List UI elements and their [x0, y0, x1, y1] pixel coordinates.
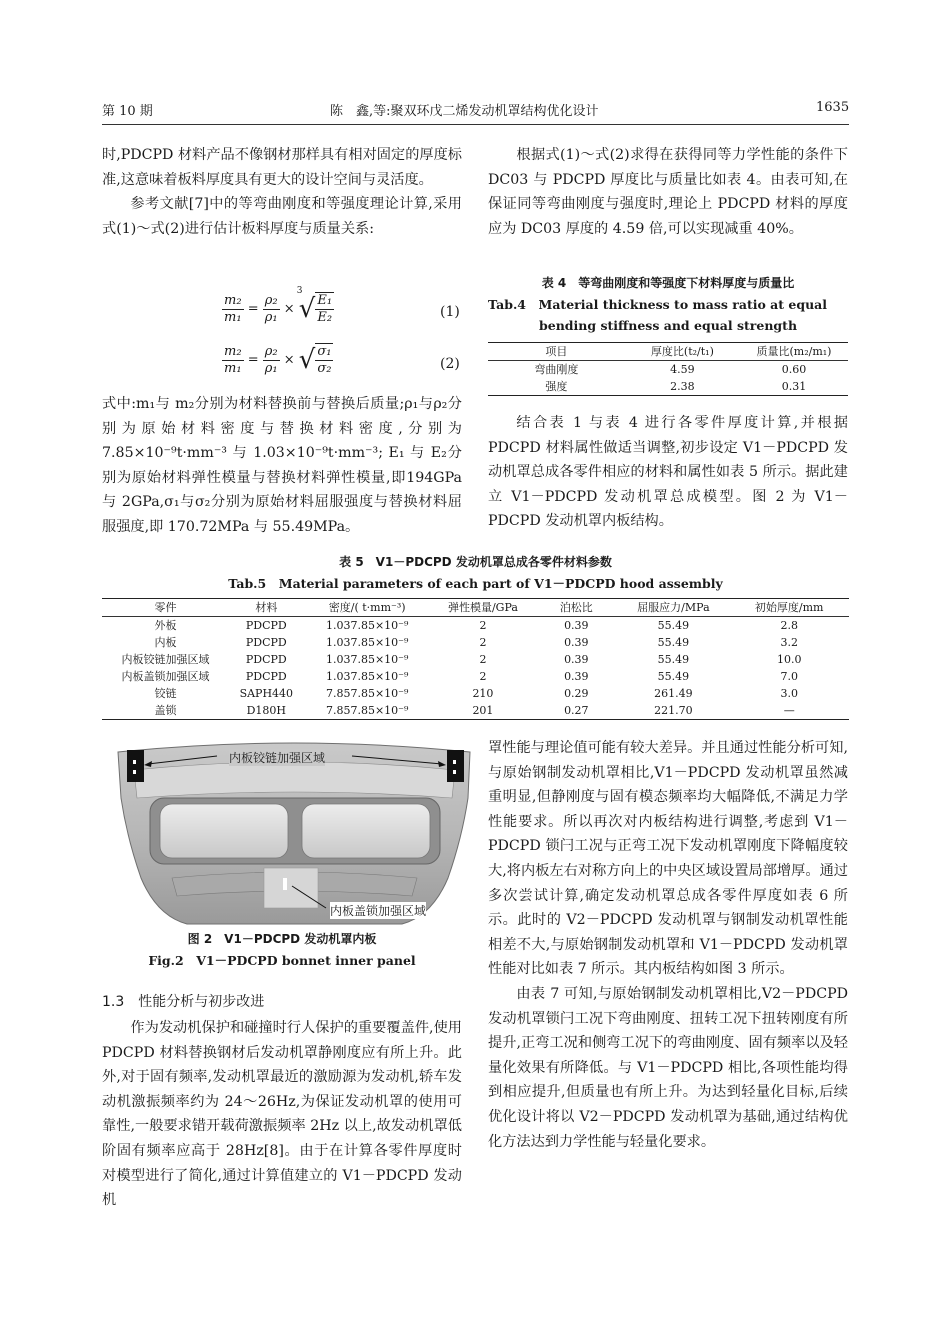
table-cell: PDCPD	[245, 636, 287, 649]
table-caption-cn: 表 5 V1－PDCPD 发动机罩总成各零件材料参数	[339, 555, 612, 569]
hinge-reinforcement-right	[447, 750, 464, 782]
header-issue: 第 10 期	[102, 104, 153, 119]
root-index: 3	[296, 286, 303, 296]
equation-2: $\frac{\text{m₂}}{\text{m₁}}$ = $\frac{\text{ρ₂}}{\text{ρ₁}}$ × √ $\frac{\text{σ₁}}{\text{σ₂}}$	[224, 343, 332, 376]
table-cell: 2	[479, 619, 487, 632]
right-column-bottom	[488, 736, 848, 1154]
table-cell: PDCPD	[245, 653, 287, 666]
eq-numerator: m₂	[224, 292, 242, 308]
paragraph: 作为发动机保护和碰撞时行人保护的重要覆盖件,使用 PDCPD 材料替换钢材后发动机罩静刚度应有所上升。此外,对于固有频率,发动机罩最近的激励源为发动机,轿车发动机激振频率约为 24～26Hz,为保证发动机罩的使用可靠性,一般要求错开载荷激振频率 2Hz 以上,故发动机罩低阶固有频率应高于 28Hz[8]。由于在计算各零件厚度时对模型进行了简化,通过计算值建立的 V1－PDCPD 发动机	[102, 1020, 462, 1209]
table-cell: 内板盖锁加强区域	[121, 670, 210, 683]
eq-denominator: m₁	[224, 360, 242, 376]
times-sign: ×	[283, 352, 295, 368]
table-header-cell: 泊松比	[535, 599, 617, 617]
table-cell: 4.59	[670, 363, 695, 376]
table-5-caption	[102, 552, 849, 594]
eq-numerator: E₁	[317, 293, 333, 308]
table-cell: —	[783, 704, 795, 717]
table-cell: 3.2	[780, 636, 798, 649]
eq-numerator: ρ₂	[264, 292, 278, 308]
table-cell: 0.60	[781, 363, 807, 376]
equation-number: (2)	[440, 356, 460, 372]
table-cell: 55.49	[657, 636, 690, 649]
table-header-cell: 质量比(m₂/m₁)	[740, 343, 848, 361]
header-rule	[102, 124, 849, 125]
table-cell: 221.70	[654, 704, 693, 717]
paragraph: 时,PDCPD 材料产品不像钢材那样具有相对固定的厚度标准,这意味着板料厚度具有更大的设计空间与灵活度。	[102, 147, 462, 188]
table-caption-en: Tab.4 Material thickness to mass ratio at equal	[488, 297, 828, 312]
header-title: 陈 鑫,等:聚双环戊二烯发动机罩结构优化设计	[330, 104, 599, 119]
eq-denominator: m₁	[224, 309, 242, 325]
table-cell: 261.49	[654, 687, 693, 700]
table-cell: 55.49	[657, 670, 690, 683]
table-cell: 7.857.85×10⁻⁹	[325, 687, 409, 700]
table-4	[488, 342, 848, 396]
label-hinge-region: 内板铰链加强区域	[229, 751, 326, 765]
table-caption-en: bending stiffness and equal strength	[539, 318, 798, 333]
left-column-bottom	[102, 1016, 462, 1213]
table-cell: 55.49	[657, 653, 690, 666]
hinge-reinforcement-left	[127, 750, 144, 782]
section-heading: 1.3 性能分析与初步改进	[102, 994, 265, 1010]
table-cell: 2.8	[780, 619, 798, 632]
table-header-cell: 零件	[102, 599, 229, 617]
left-column-symbols	[102, 392, 462, 540]
table-caption-en: Tab.5 Material parameters of each part of V1－PDCPD hood assembly	[228, 576, 723, 591]
table-cell: 0.29	[564, 687, 589, 700]
eq-denominator: σ₂	[317, 361, 332, 376]
table-cell: 10.0	[776, 653, 802, 666]
times-sign: ×	[283, 301, 295, 317]
table-cell: D180H	[246, 704, 287, 717]
table-cell: 盖锁	[154, 704, 177, 717]
table-4-caption	[488, 273, 848, 336]
figure-caption-en: Fig.2 V1－PDCPD bonnet inner panel	[148, 953, 416, 968]
lock-reinforcement-region	[264, 868, 318, 908]
table-header-cell: 密度/( t·mm⁻³)	[304, 599, 431, 617]
table-cell: SAPH440	[239, 687, 294, 700]
table-cell: 0.39	[564, 653, 589, 666]
table-row	[102, 651, 849, 668]
table-cell: 1.037.85×10⁻⁹	[325, 670, 409, 683]
paragraph: 罩性能与理论值可能有较大差异。并且通过性能分析可知,与原始钢制发动机罩相比,V1－PDCPD 发动机罩虽然减重明显,但静刚度与固有模态频率均大幅降低,不满足力学性能要求。所以再次对内板结构进行调整,考虑到 V1－PDCPD 锁闩工况与正弯工况下发动机罩刚度下降幅度较大,将内板左右对称方向上的中央区域设置局部增厚。通过多次尝试计算,确定发动机罩总成各零件厚度如表 6 所示。此时的 V2－PDCPD 发动机罩与钢制发动机罩性能相差不大,与原始钢制发动机罩和 V1－PDCPD 发动机罩性能对比如表 7 所示。其内板结构如图 3 所示。	[488, 740, 848, 978]
table-cell: 外板	[154, 619, 177, 632]
eq-numerator: ρ₂	[264, 343, 278, 359]
table-row	[102, 685, 849, 702]
table-cell: 2	[479, 636, 487, 649]
table-5	[102, 598, 849, 720]
table-row	[102, 702, 849, 719]
table-cell: 2	[479, 670, 487, 683]
table-cell: 1.037.85×10⁻⁹	[325, 653, 409, 666]
table-row	[488, 378, 848, 395]
eq-denominator: ρ₁	[264, 360, 278, 376]
paragraph: 结合表 1 与表 4 进行各零件厚度计算,并根据 PDCPD 材料属性做适当调整,初步设定 V1－PDCPD 发动机罩总成各零件相应的材料和属性如表 5 所示。据此建立 V1－PDCPD 发动机罩总成模型。图 2 为 V1－PDCPD 发动机罩内板结构。	[488, 415, 848, 530]
eq-numerator: σ₁	[317, 344, 332, 359]
figure-2-caption	[102, 929, 462, 971]
header-page-number: 1635	[816, 100, 850, 115]
radical-sign-icon: √	[298, 294, 316, 324]
table-cell: 2.38	[670, 380, 695, 393]
equation-1: $\frac{\text{m₂}}{\text{m₁}}$ = $\frac{\text{ρ₂}}{\text{ρ₁}}$ × 3 √ $\frac{\text{E₁}}{\text{E₂}}$	[224, 286, 333, 325]
eq-denominator: E₂	[317, 310, 333, 325]
table-cell: 铰链	[154, 687, 177, 700]
table-cell: 1.037.85×10⁻⁹	[325, 619, 409, 632]
table-header-cell: 初始厚度/mm	[729, 599, 849, 617]
table-row	[102, 668, 849, 685]
table-header-cell: 屈服应力/MPa	[617, 599, 729, 617]
bonnet-inner-panel-image	[112, 738, 477, 928]
table-cell: PDCPD	[245, 619, 287, 632]
table-cell: 55.49	[657, 619, 690, 632]
table-cell: 201	[472, 704, 494, 717]
table-cell: 0.27	[564, 704, 589, 717]
paragraph: 由表 7 可知,与原始钢制发动机罩相比,V2－PDCPD 发动机罩锁闩工况下弯曲刚度、扭转工况下扭转刚度有所提升,正弯工况和侧弯工况下的弯曲刚度、固有频率以及轻量化效果有所降低。与 V1－PDCPD 相比,各项性能均得到相应提升,但质量也有所上升。为达到轻量化目标,后续优化设计将以 V2－PDCPD 发动机罩为基础,通过结构优化方法达到力学性能与轻量化要求。	[488, 985, 848, 1150]
table-cell: 0.39	[564, 619, 589, 632]
eq-denominator: ρ₁	[264, 309, 278, 325]
table-header-cell: 材料	[229, 599, 304, 617]
table-header-cell: 弹性模量/GPa	[431, 599, 536, 617]
equation-number: (1)	[440, 304, 460, 320]
table-row	[488, 361, 848, 379]
label-lock-region: 内板盖锁加强区域	[330, 904, 427, 918]
radical-sign-icon: √	[298, 345, 316, 375]
table-row	[102, 634, 849, 651]
eq-numerator: m₂	[224, 343, 242, 359]
table-cell: 1.037.85×10⁻⁹	[325, 636, 409, 649]
table-caption-cn: 表 4 等弯曲刚度和等强度下材料厚度与质量比	[541, 276, 795, 290]
paragraph: 式中:m₁与 m₂分别为材料替换前与替换后质量;ρ₁与ρ₂分别为原始材料密度与替换材料密度,分别为 7.85×10⁻⁹t·mm⁻³ 与 1.03×10⁻⁹t·mm⁻³; E₁ 与 E₂分别为原始材料弹性模量与替换材料弹性模量,即194GPa 与 2GPa,σ₁与σ₂分别为原始材料屈服强度与替换材料屈服强度,即 170.72MPa 与 55.49MPa。	[102, 396, 462, 535]
table-cell: 7.857.85×10⁻⁹	[325, 704, 409, 717]
table-cell: 0.39	[564, 670, 589, 683]
table-cell: 内板	[154, 636, 177, 649]
table-row	[102, 617, 849, 635]
table-cell: 3.0	[780, 687, 798, 700]
table-cell: PDCPD	[245, 670, 287, 683]
left-column-top	[102, 143, 462, 241]
table-cell: 7.0	[780, 670, 798, 683]
right-column-mid	[488, 411, 848, 534]
right-column-top	[488, 143, 848, 241]
paragraph: 根据式(1)～式(2)求得在获得同等力学性能的条件下 DC03 与 PDCPD 厚度比与质量比如表 4。由表可知,在保证同等弯曲刚度与强度时,理论上 PDCPD 材料的厚度应为 DC03 厚度的 4.59 倍,可以实现减重 40%。	[488, 147, 848, 237]
paragraph: 参考文献[7]中的等弯曲刚度和等强度理论计算,采用式(1)～式(2)进行估计板料厚度与质量关系:	[102, 196, 462, 237]
table-header-cell: 项目	[488, 343, 625, 361]
table-cell: 内板铰链加强区域	[121, 653, 210, 666]
table-cell: 2	[479, 653, 487, 666]
figure-caption-cn: 图 2 V1－PDCPD 发动机罩内板	[187, 932, 377, 946]
table-header-cell: 厚度比(t₂/t₁)	[625, 343, 740, 361]
table-cell: 0.31	[781, 380, 807, 393]
table-cell: 强度	[545, 380, 568, 393]
table-cell: 210	[472, 687, 494, 700]
table-cell: 弯曲刚度	[534, 363, 579, 376]
figure-2	[112, 738, 477, 928]
table-cell: 0.39	[564, 636, 589, 649]
